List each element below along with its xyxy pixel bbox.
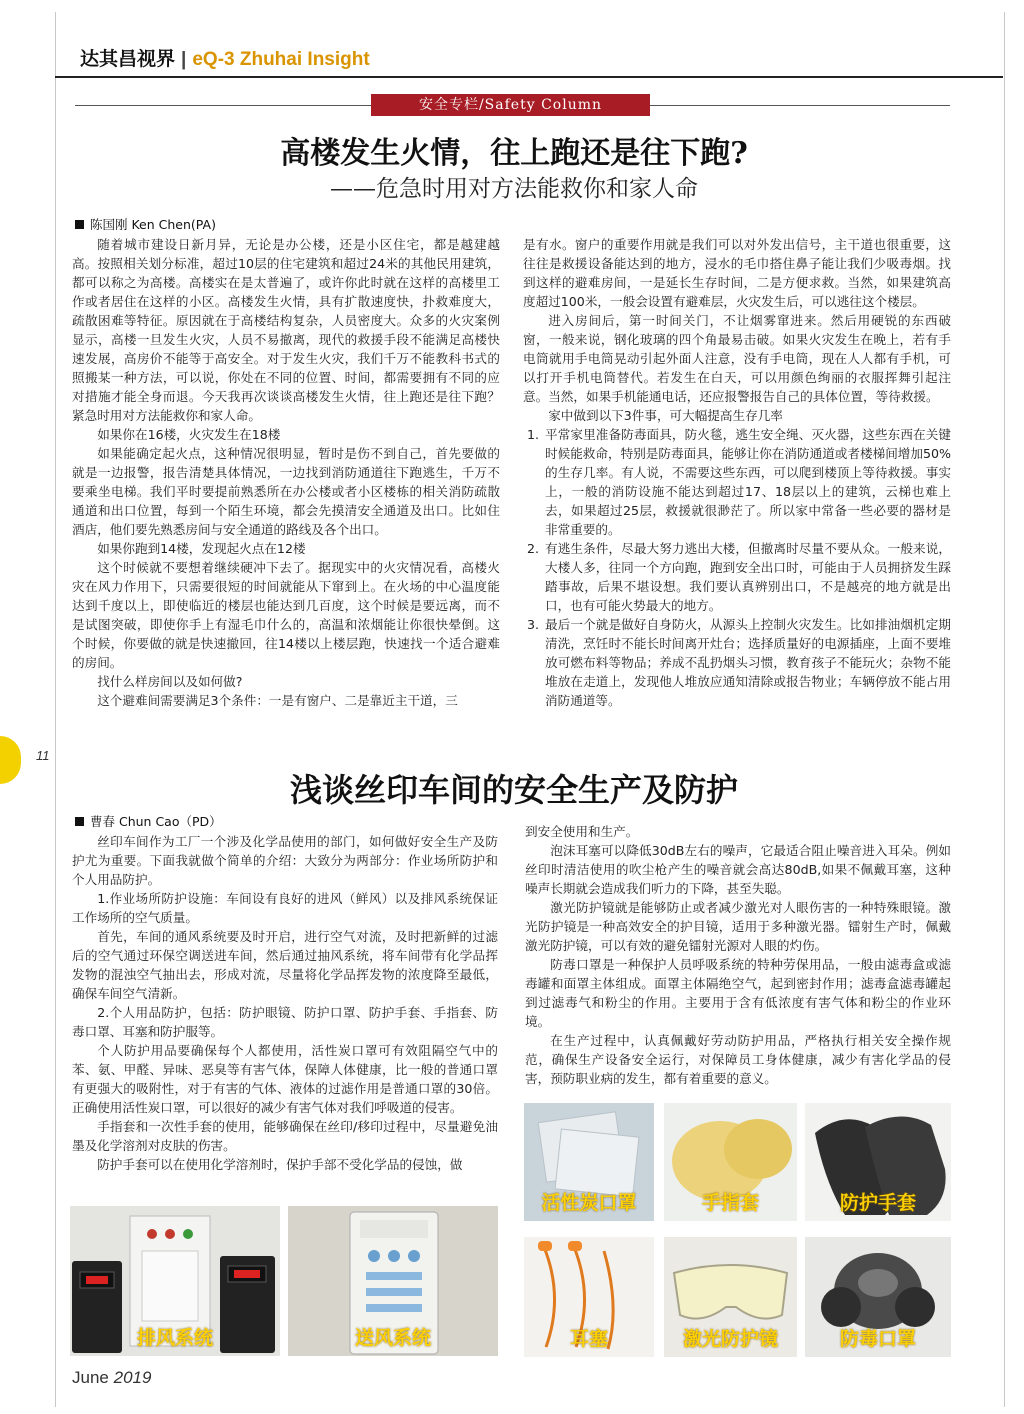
photo-caption: 手指套 — [701, 1192, 759, 1214]
page-tab — [0, 736, 21, 784]
article2-title: 浅谈丝印车间的安全生产及防护 — [289, 771, 738, 809]
photo-air-supply-system — [288, 1206, 498, 1356]
photo-caption: 激光防护镜 — [682, 1328, 778, 1350]
photo-caption: 防毒口罩 — [839, 1328, 916, 1350]
list-item — [523, 539, 951, 615]
list-item — [523, 615, 951, 710]
column-tag: 安全专栏/Safety Column — [371, 94, 650, 116]
paragraph: 丝印车间作为工厂一个涉及化学品使用的部门，如何做好安全生产及防护尤为重要。下面我就做个简单的介绍：大致分为两部分：作业场所防护和个人用品防护。 — [72, 834, 498, 887]
photo-earplugs — [524, 1237, 654, 1357]
article2-right-column — [525, 822, 951, 1088]
list-text: 有逃生条件，尽最大努力逃出大楼，但撤离时尽量不要从众。一般来说，大楼人多，往同一个方向跑，跑到安全出口时，可能由于人员拥挤发生踩踏事故，后果不堪设想。我们要认真辨别出口，不是越亮的地方就是出口，也有可能火势最大的地方。 — [545, 541, 951, 613]
photo-exhaust-system — [70, 1206, 280, 1356]
paragraph: 如果能确定起火点，这种情况很明显，暂时是伤不到自己，首先要做的就是一边报警，报告清楚具体情况，一边找到消防通道往下跑逃生，千万不要乘坐电梯。我们平时要提前熟悉所在办公楼或者小区楼栋的相关消防疏散通道和出口位置，每到一个陌生环境，都会先摸清安全通道及出口。比如住酒店，他们要先熟悉房间与安全通道的路线及各个出口。 — [72, 446, 500, 537]
photo-caption: 活性炭口罩 — [541, 1192, 637, 1214]
paragraph: 家中做到以下3件事，可大幅提高生存几率 — [548, 408, 783, 423]
paragraph: 如果你跑到14楼，发现起火点在12楼 — [97, 541, 306, 556]
masthead — [80, 44, 370, 71]
photo-caption: 防护手套 — [839, 1192, 916, 1214]
issue-month: June — [72, 1368, 109, 1387]
article1-author: 陈国刚 Ken Chen(PA) — [90, 217, 216, 232]
masthead-cn: 达其昌视界 — [80, 48, 176, 70]
photo-caption: 排风系统 — [136, 1327, 213, 1349]
paragraph: 防护手套可以在使用化学溶剂时，保护手部不受化学品的侵蚀，做 — [97, 1157, 463, 1172]
article1-subtitle: ——危急时用对方法能救你和家人命 — [330, 176, 698, 202]
masthead-separator: | — [181, 49, 187, 70]
article1-right-column — [523, 235, 951, 710]
article2-left-column — [72, 832, 498, 1174]
article1-title: 高楼发生火情，往上跑还是往下跑? — [280, 136, 748, 171]
paragraph: 随着城市建设日新月异，无论是办公楼，还是小区住宅，都是越建越高。按照相关划分标准，超过10层的住宅建筑和超过24米的其他民用建筑，都可以称之为高楼。高楼实在是太普遍了，或许你此时就在这样的高楼里工作或者居住在这样的小区。高楼发生火情，具有扩散速度快，扑救难度大，疏散困难等特征。原因就在于高楼结构复杂，人员密度大。众多的火灾案例显示，高楼一旦发生火灾，人员不易撤离，现代的救援手段不能满足高楼快速发展，高房价不能等于高安全。对于发生火灾，我们千万不能教科书式的照搬某一种方法，可以说，你处在不同的位置、时间，都需要拥有不同的应对措施才能全身而退。今天我再次谈谈高楼发生火情，往上跑还是往下跑？紧急时用对方法能救你和家人命。 — [72, 237, 500, 423]
paragraph: 找什么样房间以及如何做? — [97, 674, 243, 689]
paragraph: 个人防护用品要确保每个人都使用，活性炭口罩可有效阻隔空气中的苯、氨、甲醛、异味、恶臭等有害气体，保障人体健康，比一般的普通口罩有更强大的吸附性，对于有害的气体、液体的过滤作用是普通口罩的30倍。正确使用活性炭口罩，可以很好的减少有害气体对我们呼吸道的侵害。 — [72, 1043, 498, 1115]
list-number: 3. — [527, 617, 540, 632]
byline-square-icon — [75, 817, 84, 826]
paragraph: 进入房间后，第一时间关门，不让烟雾窜进来。然后用硬锐的东西破窗，一般来说，钢化玻璃的四个角最易击破。如果火灾发生在晚上，若有手电筒就用手电筒晃动引起外面人注意，没有手电筒，现在人人都有手机，可以打开手机电筒替代。若发生在白天，可以用颜色绚丽的衣服挥舞引起注意。当然，如果手机能通电话，还应报警报告自己的具体位置，等待救援。 — [523, 313, 951, 404]
tag-line-right — [650, 105, 950, 106]
paragraph: 在生产过程中，认真佩戴好劳动防护用品，严格执行相关安全操作规范，确保生产设备安全运行，对保障员工身体健康，减少有害化学品的侵害，预防职业病的发生，都有着重要的意义。 — [525, 1033, 951, 1086]
list-item — [523, 425, 951, 539]
paragraph: 首先，车间的通风系统要及时开启，进行空气对流，及时把新鲜的过滤后的空气通过环保空调送进车间，然后通过抽风系统，将车间带有化学品挥发物的混浊空气抽出去，形成对流，尽量将化学品挥发物的浓度降至最低，确保车间空气清新。 — [72, 929, 498, 1001]
paragraph: 防毒口罩是一种保护人员呼吸系统的特种劳保用品，一般由滤毒盒或滤毒罐和面罩主体组成。面罩主体隔绝空气，起到密封作用；滤毒盒滤毒罐起到过滤毒气和粉尘的作用。主要用于含有低浓度有害气体和粉尘的作业环境。 — [525, 957, 951, 1029]
paragraph: 是有水。窗户的重要作用就是我们可以对外发出信号，主干道也很重要，这往往是救援设备能达到的地方，浸水的毛巾搭住鼻子能让我们少吸毒烟。找到这样的避难房间，一是延长生存时间，二是方便求救。当然，如果建筑高度超过100米，一般会设置有避难层，火灾发生后，可以逃往这个楼层。 — [523, 237, 951, 309]
article1-left-column — [72, 235, 500, 710]
list-number: 1. — [527, 427, 540, 442]
paragraph: 如果你在16楼，火灾发生在18楼 — [97, 427, 281, 442]
tag-line-left — [75, 105, 371, 106]
article1-byline — [75, 215, 216, 233]
article2-byline — [75, 812, 222, 830]
byline-square-icon — [75, 220, 84, 229]
article2-author: 曹春 Chun Cao（PD） — [90, 814, 222, 829]
list-number: 2. — [527, 541, 540, 556]
list-text: 平常家里准备防毒面具，防火毯，逃生安全绳、灭火器，这些东西在关键时候能救命，特别是防毒面具，能够让你在消防通道或者楼梯间增加50%的生存几率。有人说，不需要这些东西，可以爬到楼顶上等待救援。事实上，一般的消防设施不能达到超过17、18层以上的建筑，云梯也难上去，如果超过25层，救援就很渺茫了。所以家中常备一些必要的器材是非常重要的。 — [545, 427, 951, 537]
paragraph: 激光防护镜就是能够防止或者减少激光对人眼伤害的一种特殊眼镜。激光防护镜是一种高效安全的护目镜，适用于多种激光器。镭射生产时，佩戴激光防护镜，可以有效的避免镭射光源对人眼的灼伤。 — [525, 900, 951, 953]
paragraph: 泡沫耳塞可以降低30dB左右的噪声，它最适合阻止噪音进入耳朵。例如丝印时清洁使用的吹尘枪产生的噪音就会高达80dB,如果不佩戴耳塞，这种噪声长期就会造成我们听力的下降，甚至失聪。 — [525, 843, 951, 896]
photo-finger-cot — [664, 1103, 797, 1221]
photo-activated-carbon-mask — [524, 1103, 654, 1221]
paragraph: 手指套和一次性手套的使用，能够确保在丝印/移印过程中，尽量避免油墨及化学溶剂对皮肤的伤害。 — [72, 1119, 498, 1153]
paragraph: 这个避难间需要满足3个条件：一是有窗户、二是靠近主干道，三 — [97, 693, 458, 708]
paragraph: 1.作业场所防护设施：车间设有良好的进风（鲜风）以及排风系统保证工作场所的空气质量。 — [72, 891, 498, 925]
masthead-en: eQ-3 Zhuhai Insight — [192, 49, 370, 70]
photo-caption: 送风系统 — [354, 1327, 431, 1349]
header-rule — [55, 76, 1003, 78]
paragraph: 2.个人用品防护，包括：防护眼镜、防护口罩、防护手套、手指套、防毒口罩、耳塞和防护服等。 — [72, 1005, 498, 1039]
issue-date — [72, 1368, 151, 1388]
photo-gas-mask — [805, 1237, 951, 1357]
paragraph: 这个时候就不要想着继续硬冲下去了。据现实中的火灾情况看，高楼火灾在风力作用下，只需要很短的时间就能从下窜到上。在火场的中心温度能达到千度以上，即使临近的楼层也能达到几百度，这个时候是要远离，而不是试图突破，即使你手上有湿毛巾什么的，高温和浓烟能让你很快晕倒。这个时候，你要做的就是快速撤回，往14楼以上楼层跑，快速找一个适合避难的房间。 — [72, 560, 500, 670]
paragraph: 到安全使用和生产。 — [525, 824, 639, 839]
photo-laser-goggles — [664, 1237, 797, 1357]
photo-caption: 耳塞 — [569, 1328, 608, 1350]
photo-protective-gloves — [805, 1103, 951, 1221]
issue-year: 2019 — [113, 1368, 152, 1387]
list-text: 最后一个就是做好自身防火，从源头上控制火灾发生。比如排油烟机定期清洗，烹饪时不能长时间离开灶台；选择质量好的电源插座，上面不要堆放可燃布料等物品；养成不乱扔烟头习惯，教育孩子不能玩火；杂物不能堆放在走道上，发现他人堆放应通知清除或报告物业；车辆停放不能占用消防通道等。 — [545, 617, 951, 708]
survival-list — [523, 425, 951, 710]
page-number: 11 — [36, 748, 50, 763]
